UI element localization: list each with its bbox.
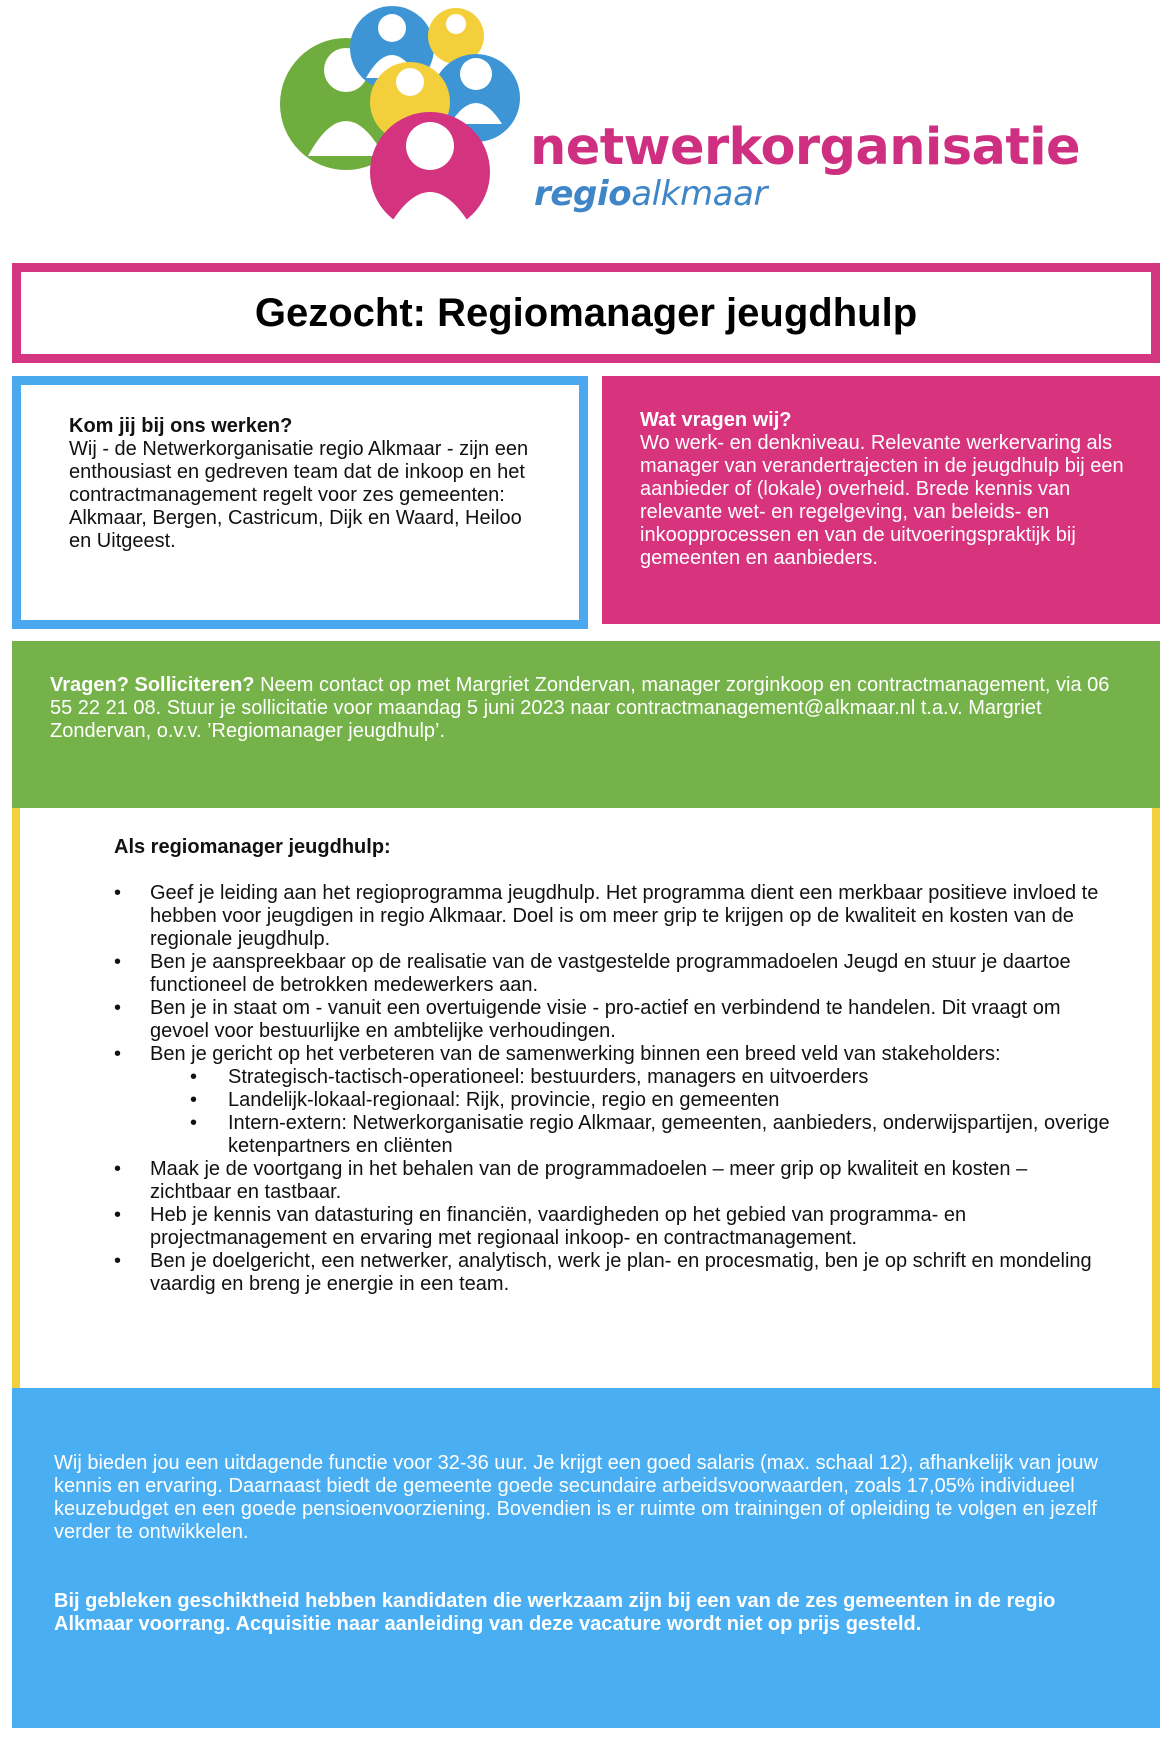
list-item — [114, 1043, 1112, 1158]
list-item: • Maak je de voortgang in het behalen van de programmadoelen – meer grip op kwaliteit en kosten – zichtbaar en tastbaar. — [114, 1158, 1112, 1204]
brand-region-bold: regio — [534, 174, 632, 214]
requirements-text: Wo werk- en denkniveau. Relevante werkervaring als manager van verandertrajecten in de jeugdhulp bij een aanbieder of (lokale) overheid. Brede kennis van relevante wet- en regelgeving, van beleids- en inkoopprocessen en van de uitvoeringspraktijk bij gemeenten en aanbieders. — [640, 432, 1124, 569]
page-title: Gezocht: Regiomanager jeugdhulp — [254, 290, 918, 335]
intro-question: Kom jij bij ons werken? — [69, 415, 293, 437]
requirements-question: Wat vragen wij? — [640, 409, 792, 431]
list-item: • Ben je aanspreekbaar op de realisatie van de vastgestelde programmadoelen Jeugd en stuur je daartoe functioneel de betrokken medewerkers aan. — [114, 951, 1112, 997]
offer-section — [12, 1388, 1160, 1728]
duties-section — [12, 808, 1160, 1388]
brand-region — [534, 174, 767, 214]
contact-banner — [12, 641, 1160, 808]
duties-heading: Als regiomanager jeugdhulp: — [114, 836, 391, 858]
people-logo-icon — [280, 6, 540, 228]
requirements-panel — [602, 376, 1160, 624]
list-item: • Ben je in staat om - vanuit een overtuigende visie - pro-actief en verbindend te handelen. Dit vraagt om gevoel voor bestuurlijke en ambtelijke verhoudingen. — [114, 997, 1112, 1043]
sub-list-item: • Landelijk-lokaal-regionaal: Rijk, provincie, regio en gemeenten — [190, 1089, 1112, 1112]
list-item: • Heb je kennis van datasturing en financiën, vaardigheden op het gebied van programma- en projectmanagement en ervaring met regionaal inkoop- en contractmanagement. — [114, 1204, 1112, 1250]
contact-lead: Vragen? Solliciteren? — [50, 674, 255, 696]
list-item: • Ben je doelgericht, een netwerker, analytisch, werk je plan- en procesmatig, ben je op schrift en mondeling vaardig en breng je energie in een team. — [114, 1250, 1112, 1296]
offer-text: Wij bieden jou een uitdagende functie voor 32-36 uur. Je krijgt een goed salaris (max. schaal 12), afhankelijk van jouw kennis en ervaring. Daarnaast biedt de gemeente goede secundaire arbeidsvoorwaarden, zoals 17,05% individueel keuzebudget en een goede pensioenvoorziening. Bovendien is er ruimte om trainingen of opleiding te volgen en jezelf verder te ontwikkelen. — [54, 1452, 1098, 1543]
contact-text: Neem contact op met Margriet Zondervan, manager zorginkoop en contractmanagement, via 06 55 22 21 08. Stuur je sollicitatie voor maandag 5 juni 2023 naar contractmanagement@alkmaar.nl t.a.v. Margriet Zondervan, o.v.v. ’Regiomanager jeugdhulp’. — [50, 674, 1110, 742]
logo — [280, 6, 1081, 228]
list-item: • Geef je leiding aan het regioprogramma jeugdhulp. Het programma dient een merkbaar positieve invloed te hebben voor jeugdigen in regio Alkmaar. Doel is om meer grip te krijgen op de kwaliteit en kosten van de regionale jeugdhulp. — [114, 882, 1112, 951]
stakeholder-sublist — [190, 1066, 1112, 1158]
sub-list-item: • Strategisch-tactisch-operationeel: bestuurders, managers en uitvoerders — [190, 1066, 1112, 1089]
duties-list — [114, 882, 1112, 1296]
brand-region-rest: alkmaar — [631, 174, 768, 214]
title-box — [12, 263, 1160, 363]
intro-panel — [12, 376, 588, 629]
offer-note: Bij gebleken geschiktheid hebben kandidaten die werkzaam zijn bij een van de zes gemeenten in de regio Alkmaar voorrang. Acquisitie naar aanleiding van deze vacature wordt niet op prijs gesteld. — [54, 1590, 1056, 1635]
list-item-text: Ben je gericht op het verbeteren van de samenwerking binnen een breed veld van stakeholders: — [150, 1043, 1001, 1065]
sub-list-item: • Intern-extern: Netwerkorganisatie regio Alkmaar, gemeenten, aanbieders, onderwijspartijen, overige ketenpartners en cliënten — [190, 1112, 1112, 1158]
intro-text: Wij - de Netwerkorganisatie regio Alkmaar - zijn een enthousiast en gedreven team dat de inkoop en het contractmanagement regelt voor zes gemeenten: Alkmaar, Bergen, Castricum, Dijk en Waard, Heiloo en Uitgeest. — [69, 438, 529, 552]
brand-name: netwerkorganisatie — [530, 118, 1081, 177]
